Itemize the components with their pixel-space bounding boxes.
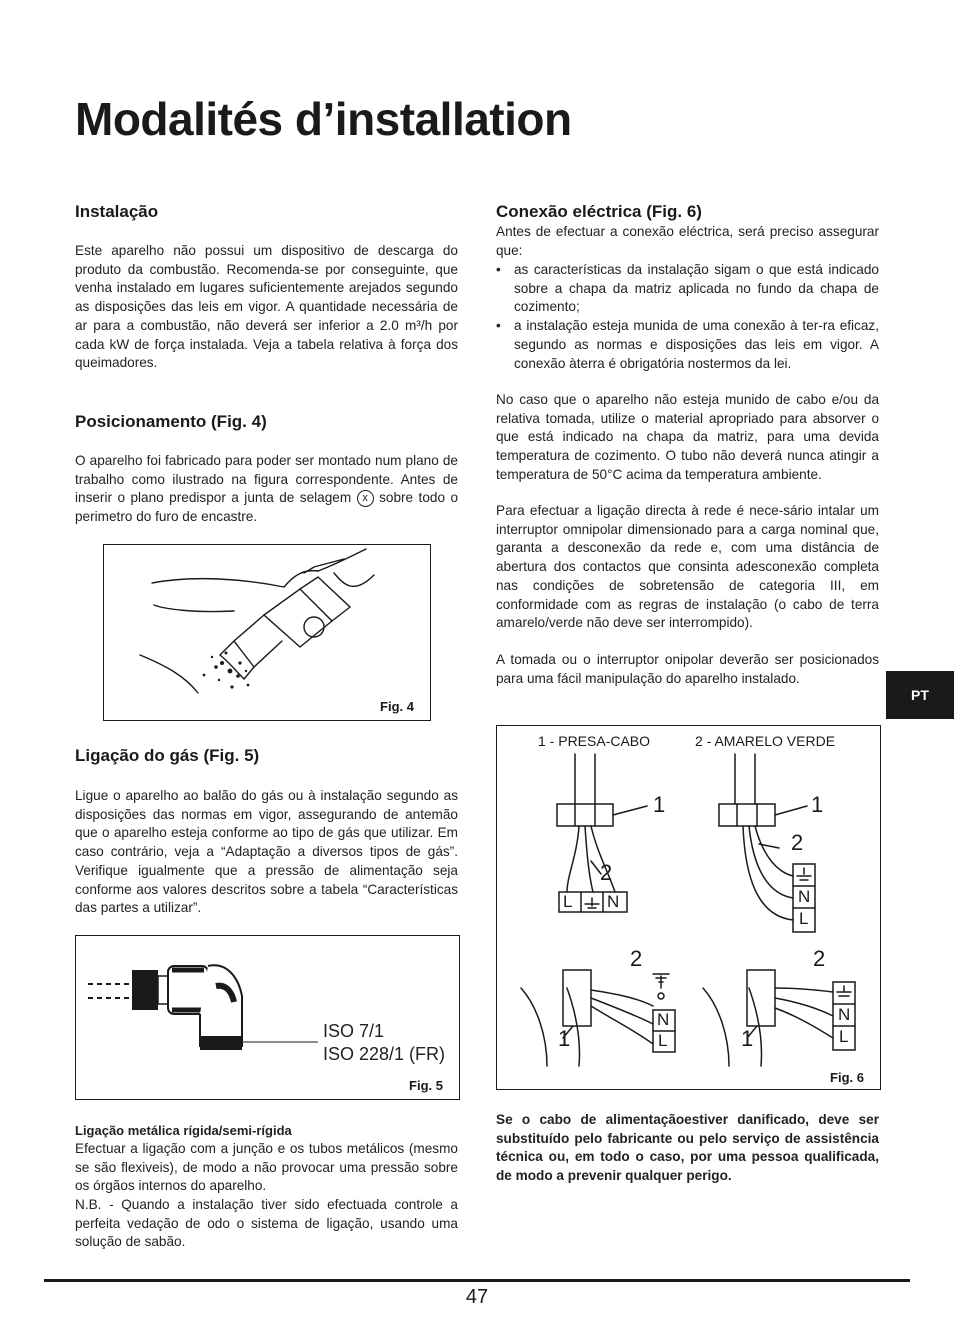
seal-symbol-icon: x <box>357 490 374 507</box>
fig6-number-2: 2 <box>791 830 804 855</box>
fig6-number-1: 1 <box>558 1026 571 1051</box>
ligacao-metalica-body: Efectuar a ligação com a junção e os tubos metálicos (mesmo se são flexiveis), de modo a não provocar uma pressão sobre os órgãos internos do aparelho. <box>75 1141 458 1194</box>
conexao-para-1: No caso que o aparelho não esteja munido de cabo e/ou da relativa tomada, utilize o material apropriado para absorver o que está indicado na chapa da matriz, para uma devida temperatura de cozimento. O tubo não deverá nunca atingir a temperatura de 50°C acima da temperatura ambiente. <box>496 392 879 482</box>
fig6-terminal-n: N <box>657 1010 670 1029</box>
fig6-number-2: 2 <box>600 860 613 885</box>
fig6-caption-amarelo-verde: 2 - AMARELO VERDE <box>695 733 836 749</box>
fig4-label: Fig. 4 <box>380 699 414 714</box>
fig6-number-1: 1 <box>741 1026 754 1051</box>
fig6-number-1: 1 <box>653 792 666 817</box>
page-title: Modalités d’installation <box>75 93 572 145</box>
fig6-number-1: 1 <box>811 792 824 817</box>
fig6-label: Fig. 6 <box>830 1070 864 1085</box>
conexao-bullet-list <box>496 261 879 373</box>
iso-7-1-label: ISO 7/1 <box>323 1021 385 1041</box>
posicionamento-text-a: O aparelho foi fabricado para poder ser montado num plano de trabalho como ilustrado na figura correspondente. Antes de inserir o plano predispor a junta de selagem <box>75 453 458 506</box>
ligacao-metalica-note: N.B. - Quando a instalação tiver sido efectuada controle a perfeita vedação de odo o sistema de ligação, usando uma solução de sabão. <box>75 1197 458 1250</box>
page-number: 47 <box>465 1286 489 1308</box>
figure-4 <box>103 544 431 721</box>
posicionamento-body <box>75 452 458 527</box>
wiring-diagram <box>497 726 880 1089</box>
gas-connector-illustration <box>76 936 459 1099</box>
instalacao-heading: Instalação <box>75 202 159 221</box>
instalacao-body: Este aparelho não possui um dispositivo de descarga do produto da combustão. Recomenda-se por conseguinte, que venha instalado em lugares suficientemente arejados segundo as disposições das leis em vigor. A quantidade necessária de ar para a combustão, não deverá ser inferior a 2.0 m³/h por cada kW de força instalada. Veja a tabela relativa à força dos queimadores. <box>75 243 458 371</box>
language-tab-pt: PT <box>886 671 954 719</box>
conexao-intro: Antes de efectuar a conexão eléctrica, será preciso assegurar que: <box>496 224 879 258</box>
ligacao-gas-heading: Ligação do gás (Fig. 5) <box>75 746 260 765</box>
fig6-number-2: 2 <box>630 946 643 971</box>
conexao-bullet-1: • as características da instalação sigam o que está indicado sobre a chapa da matriz aplicada no fundo da chapa de cozimento; <box>496 261 879 317</box>
conexao-para-3: A tomada ou o interruptor onipolar deverão ser posicionados para uma fácil manipulação do aparelho instalado. <box>496 652 879 686</box>
fig6-terminal-n: N <box>838 1005 851 1024</box>
conexao-bullet-2: • a instalação esteja munida de uma conexão à ter-ra eficaz, segundo as normas e disposições das leis em vigor. A conexão àterra é obrigatória nostermos da lei. <box>496 317 879 373</box>
fig6-number-2: 2 <box>813 946 826 971</box>
sealant-application-illustration <box>104 545 430 720</box>
fig5-label: Fig. 5 <box>409 1078 443 1093</box>
fig6-terminal-l: L <box>658 1031 668 1050</box>
posicionamento-heading: Posicionamento (Fig. 4) <box>75 412 267 431</box>
fig6-terminal-l: L <box>799 909 809 928</box>
fig6-terminal-n: N <box>798 887 811 906</box>
posicionamento-text-b: sobre todo o perimetro do furo de encastre. <box>75 490 459 525</box>
conexao-para-2: Para efectuar a ligação directa à rede é nece-sário intalar um interruptor omnipolar dimensionado para a carga nominal que, garanta a desconexão da rede e, com uma distância de abertura dos contactos que consinta adesconexão completa nas condições de sobretensão de categoria III, em conformidade com as regras de instalação (o cabo de terra amarelo/verde não deve ser interrompido). <box>496 503 879 631</box>
fig6-terminal-n: N <box>607 892 620 911</box>
fig6-terminal-l: L <box>563 892 573 911</box>
ligacao-metalica-heading: Ligação metálica rígida/semi-rígida <box>75 1123 292 1138</box>
conexao-heading: Conexão eléctrica (Fig. 6) <box>496 202 702 221</box>
fig6-terminal-l: L <box>839 1027 849 1046</box>
footer-rule <box>44 1279 910 1282</box>
figure-5 <box>75 935 460 1100</box>
iso-228-label: ISO 228/1 (FR) <box>323 1044 446 1064</box>
fig6-caption-presa-cabo: 1 - PRESA-CABO <box>538 733 651 749</box>
figure-6 <box>496 725 881 1090</box>
cable-warning: Se o cabo de alimentaçãoestiver danificado, deve ser substituído pelo fabricante ou pelo serviço de assistência técnica ou, em todo o caso, por uma pessoa qualificada, de modo a prevenir qualquer perigo. <box>496 1112 879 1184</box>
ligacao-gas-body: Ligue o aparelho ao balão do gás ou à instalação segundo as disposições das normas em vigor, assegurando de antemão que o aparelho esteja conforme ao tipo de gás que utilizar. Em caso contrário, veja a “Adaptação a diversos tipos de gás”. Verifique igualmente que a pressão de alimentação seja conforme aos valores descritos sobre a tabela “Características das partes a utilizar”. <box>75 788 458 916</box>
